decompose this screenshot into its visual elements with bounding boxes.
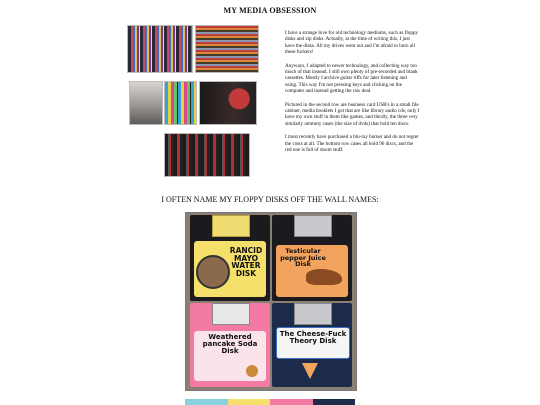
floppy-disk [190, 215, 270, 301]
disc-cases-stack-photo[interactable] [164, 133, 250, 177]
next-photo-edge [185, 399, 355, 405]
floppy-disk [190, 303, 270, 387]
floppy-disk [272, 303, 352, 387]
cassette-rack-photo[interactable] [195, 25, 259, 73]
paragraph: I have a strange love for old technology mediums, such as floppy disks and zip disks. Actually, at the time of writing this, I just have the disks. All my drives went out and I'm afraid to burn all these fuckers! [285, 30, 418, 56]
disc-cases-photo[interactable] [199, 81, 257, 125]
disk-label: Weathered pancake Soda Disk [202, 333, 258, 355]
disk-label: RANCID MAYO WATER DISK [229, 246, 263, 278]
media-booklets-photo[interactable] [164, 81, 197, 125]
section-heading: I OFTEN NAME MY FLOPPY DISKS OFF THE WALL NAMES: [161, 195, 379, 204]
media-shelf-photo[interactable] [127, 25, 193, 73]
page-title: MY MEDIA OBSESSION [223, 6, 317, 15]
disk-label: Testicular pepper Juice Disk [280, 247, 326, 268]
intro-text [285, 30, 420, 161]
paragraph: Anyways, I adapted to newer technology, and collecting way too much of that instead. I still own plenty of pre-recorded and blank cassettes. Mostly I archive guitar riffs for later listening and using. This way I'm not pressing keys and clicking on the computer and instead getting the raw deal. [285, 62, 418, 95]
paragraph: I most recently have purchased a blu-ray burner and do not regret the costs at all. The bottom row cases all hold 96 discs, and the red one is full of doom stuff. [285, 134, 419, 154]
floppy-disks-photo[interactable] [185, 212, 357, 391]
paragraph: Pictured in the second row are business card USB's in a small file cabinet, media booklets I got that are like library audio cds, only I have my own stuff in them like games, and thirdly, the three very similarly ummmy cases (the size of dvds) that hold ten discs. [285, 101, 420, 127]
floppy-disk [272, 215, 352, 301]
disk-label: The Cheese-Fuck Theory Disk [279, 330, 347, 345]
usb-cabinet-photo[interactable] [129, 81, 163, 125]
